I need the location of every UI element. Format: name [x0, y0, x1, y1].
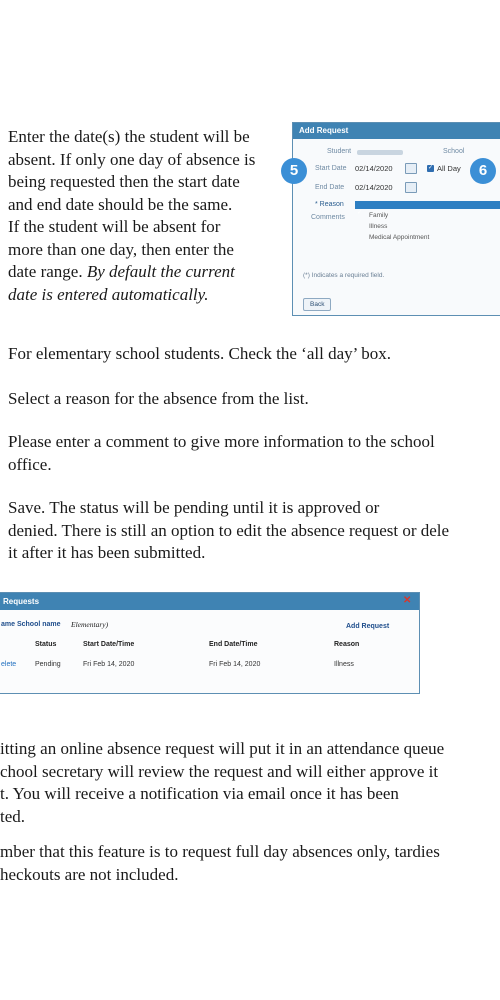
check-icon: ✓ — [357, 209, 363, 216]
step-badge-5: 5 — [281, 158, 307, 184]
step-line-2: absent. If only one day of absence is — [8, 149, 256, 169]
calendar-icon[interactable] — [405, 182, 417, 193]
reason-option[interactable]: Medical Appointment — [369, 234, 430, 241]
delete-link[interactable]: elete — [1, 661, 17, 668]
requests-panel — [0, 592, 420, 694]
reason-option[interactable]: Illness — [369, 223, 388, 230]
reason-label: * Reason — [315, 201, 344, 208]
student-name-redacted — [357, 150, 403, 155]
save-line-3: it after it has been submitted. — [8, 543, 206, 562]
all-day-instruction: For elementary school students. Check the ‘all day’ box. — [8, 344, 392, 363]
back-button[interactable]: Back — [303, 298, 331, 311]
comment-line-1: Please enter a comment to give more information to the school — [8, 432, 435, 451]
end-date-field[interactable]: 02/14/2020 — [355, 183, 393, 192]
step-line-4: and end date should be the same. — [8, 194, 233, 214]
save-line-2: denied. There is still an option to edit the absence request or dele — [8, 520, 450, 540]
step-italic-2: date is entered automatically. — [8, 284, 209, 304]
school-name-label: ame School name — [1, 621, 61, 628]
comments-label: Comments — [311, 214, 345, 221]
reason-instruction: Select a reason for the absence from the list. — [8, 389, 309, 408]
step-line-5: If the student will be absent for — [8, 217, 221, 236]
step-line-6: more than one day, then enter the — [8, 239, 234, 259]
start-cell: Fri Feb 14, 2020 — [83, 661, 135, 668]
step-line-3: being requested then the start date — [8, 172, 240, 191]
step-badge-6: 6 — [470, 158, 496, 184]
step-paragraph — [8, 126, 255, 306]
calendar-icon[interactable] — [405, 163, 417, 174]
comment-instruction — [8, 431, 435, 476]
queue-line-3: t. You will receive a notification via email once it has been — [0, 784, 399, 803]
all-day-label: All Day — [437, 164, 461, 173]
add-request-title: Add Request — [293, 123, 500, 139]
end-cell: Fri Feb 14, 2020 — [209, 661, 261, 668]
column-header: End Date/Time — [209, 641, 258, 648]
queue-line-1: itting an online absence request will put it in an attendance queue — [0, 739, 445, 758]
queue-line-4: ted. — [0, 806, 26, 826]
column-header: Start Date/Time — [83, 641, 135, 648]
start-date-label: Start Date — [315, 165, 347, 172]
step-line-7 — [8, 261, 255, 284]
reason-cell: Illness — [334, 661, 354, 668]
comment-line-2: office. — [8, 454, 52, 474]
add-request-link[interactable]: Add Request — [346, 623, 390, 630]
all-day-checkbox[interactable]: ✓ — [427, 165, 434, 171]
start-date-field[interactable]: 02/14/2020 — [355, 164, 393, 173]
status-cell: Pending — [35, 661, 61, 668]
requests-title: Requests — [0, 593, 419, 610]
add-request-panel — [292, 122, 500, 316]
student-label: Student — [327, 148, 352, 155]
reminder-line-1: mber that this feature is to request full day absences only, tardies — [0, 842, 440, 861]
reason-option[interactable]: Family — [369, 212, 389, 219]
required-note: (*) Indicates a required field. — [303, 272, 385, 279]
save-instruction — [8, 497, 449, 565]
reminder-line-2: heckouts are not included. — [0, 864, 179, 884]
close-icon[interactable]: ✕ — [403, 595, 412, 606]
step-line-1: Enter the date(s) the student will be — [8, 127, 250, 146]
school-name-value: Elementary) — [71, 620, 109, 629]
step-italic-1: By default the current — [86, 262, 235, 281]
save-line-1: Save. The status will be pending until it is approved or — [8, 498, 380, 517]
queue-paragraph — [0, 738, 444, 828]
queue-line-2: chool secretary will review the request and will either approve it — [0, 761, 439, 781]
column-header: Status — [35, 641, 57, 648]
column-header: Reason — [334, 641, 360, 648]
reminder-paragraph — [0, 841, 440, 886]
step-line-7-text: date range. — [8, 262, 83, 281]
school-label: School — [443, 148, 465, 155]
end-date-label: End Date — [315, 184, 345, 191]
